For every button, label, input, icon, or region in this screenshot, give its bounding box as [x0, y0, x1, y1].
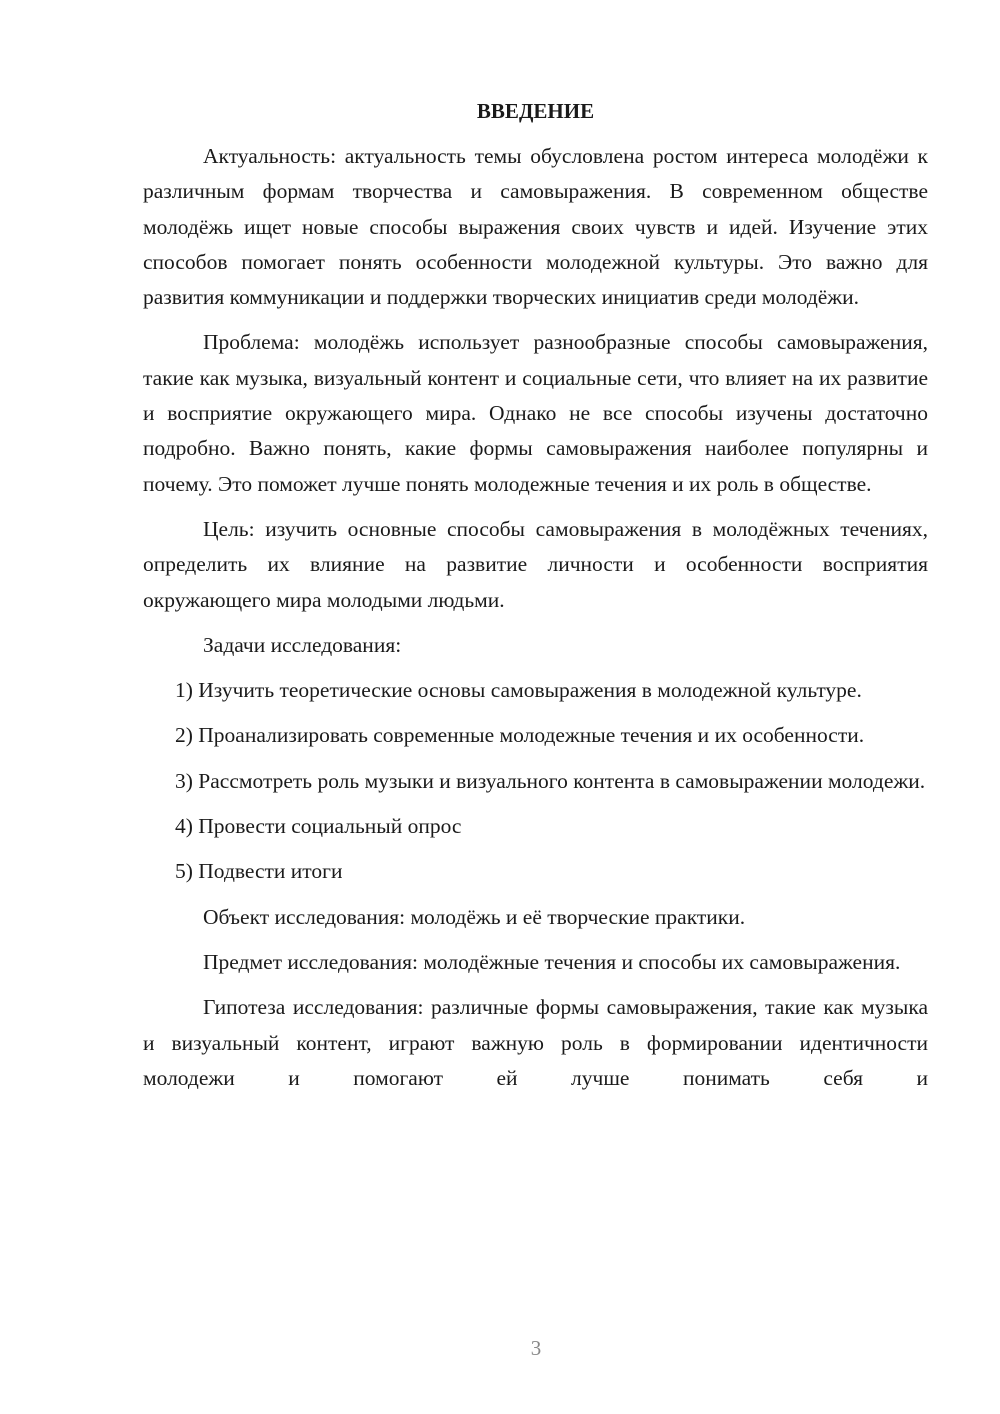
paragraph-subject: Предмет исследования: молодёжные течения и способы их самовыражения.: [203, 949, 901, 974]
paragraph-tasks-intro: Задачи исследования:: [203, 632, 402, 657]
task-item-2: 2) Проанализировать современные молодежные течения и их особенности.: [175, 723, 865, 748]
page-number: 3: [530, 1336, 542, 1360]
page-content: [143, 95, 928, 1106]
section-heading: ВВЕДЕНИЕ: [476, 99, 595, 123]
task-item-3: 3) Рассмотреть роль музыки и визуального контента в самовыражении молодежи.: [175, 768, 926, 793]
task-item-5: 5) Подвести итоги: [175, 859, 343, 884]
task-item-4: 4) Провести социальный опрос: [175, 814, 462, 839]
paragraph-hypothesis: Гипотеза исследования: различные формы самовыражения, такие как музыка и визуальный контент, играют важную роль в формировании идентичности молодежи и помогают ей лучше понимать себя и: [143, 995, 928, 1090]
paragraph-relevance: Актуальность: актуальность темы обусловлена ростом интереса молодёжи к различным формам творчества и самовыражения. В современном обществе молодёжь ищет новые способы выражения своих чувств и идей. Изучение этих способов помогает понять особенности молодежной культуры. Это важно для развития коммуникации и поддержки творческих инициатив среди молодёжи.: [143, 144, 928, 310]
task-item-1: 1) Изучить теоретические основы самовыражения в молодежной культуре.: [175, 678, 862, 703]
paragraph-problem: Проблема: молодёжь использует разнообразные способы самовыражения, такие как музыка, визуальный контент и социальные сети, что влияет на их развитие и восприятие окружающего мира. Однако не все способы изучены достаточно подробно. Важно понять, какие формы самовыражения наиболее популярны и почему. Это поможет лучше понять молодежные течения и их роль в обществе.: [143, 330, 928, 496]
paragraph-object: Объект исследования: молодёжь и её творческие практики.: [203, 904, 746, 929]
paragraph-goal: Цель: изучить основные способы самовыражения в молодёжных течениях, определить их влияние на развитие личности и особенности восприятия окружающего мира молодыми людьми.: [143, 516, 928, 612]
